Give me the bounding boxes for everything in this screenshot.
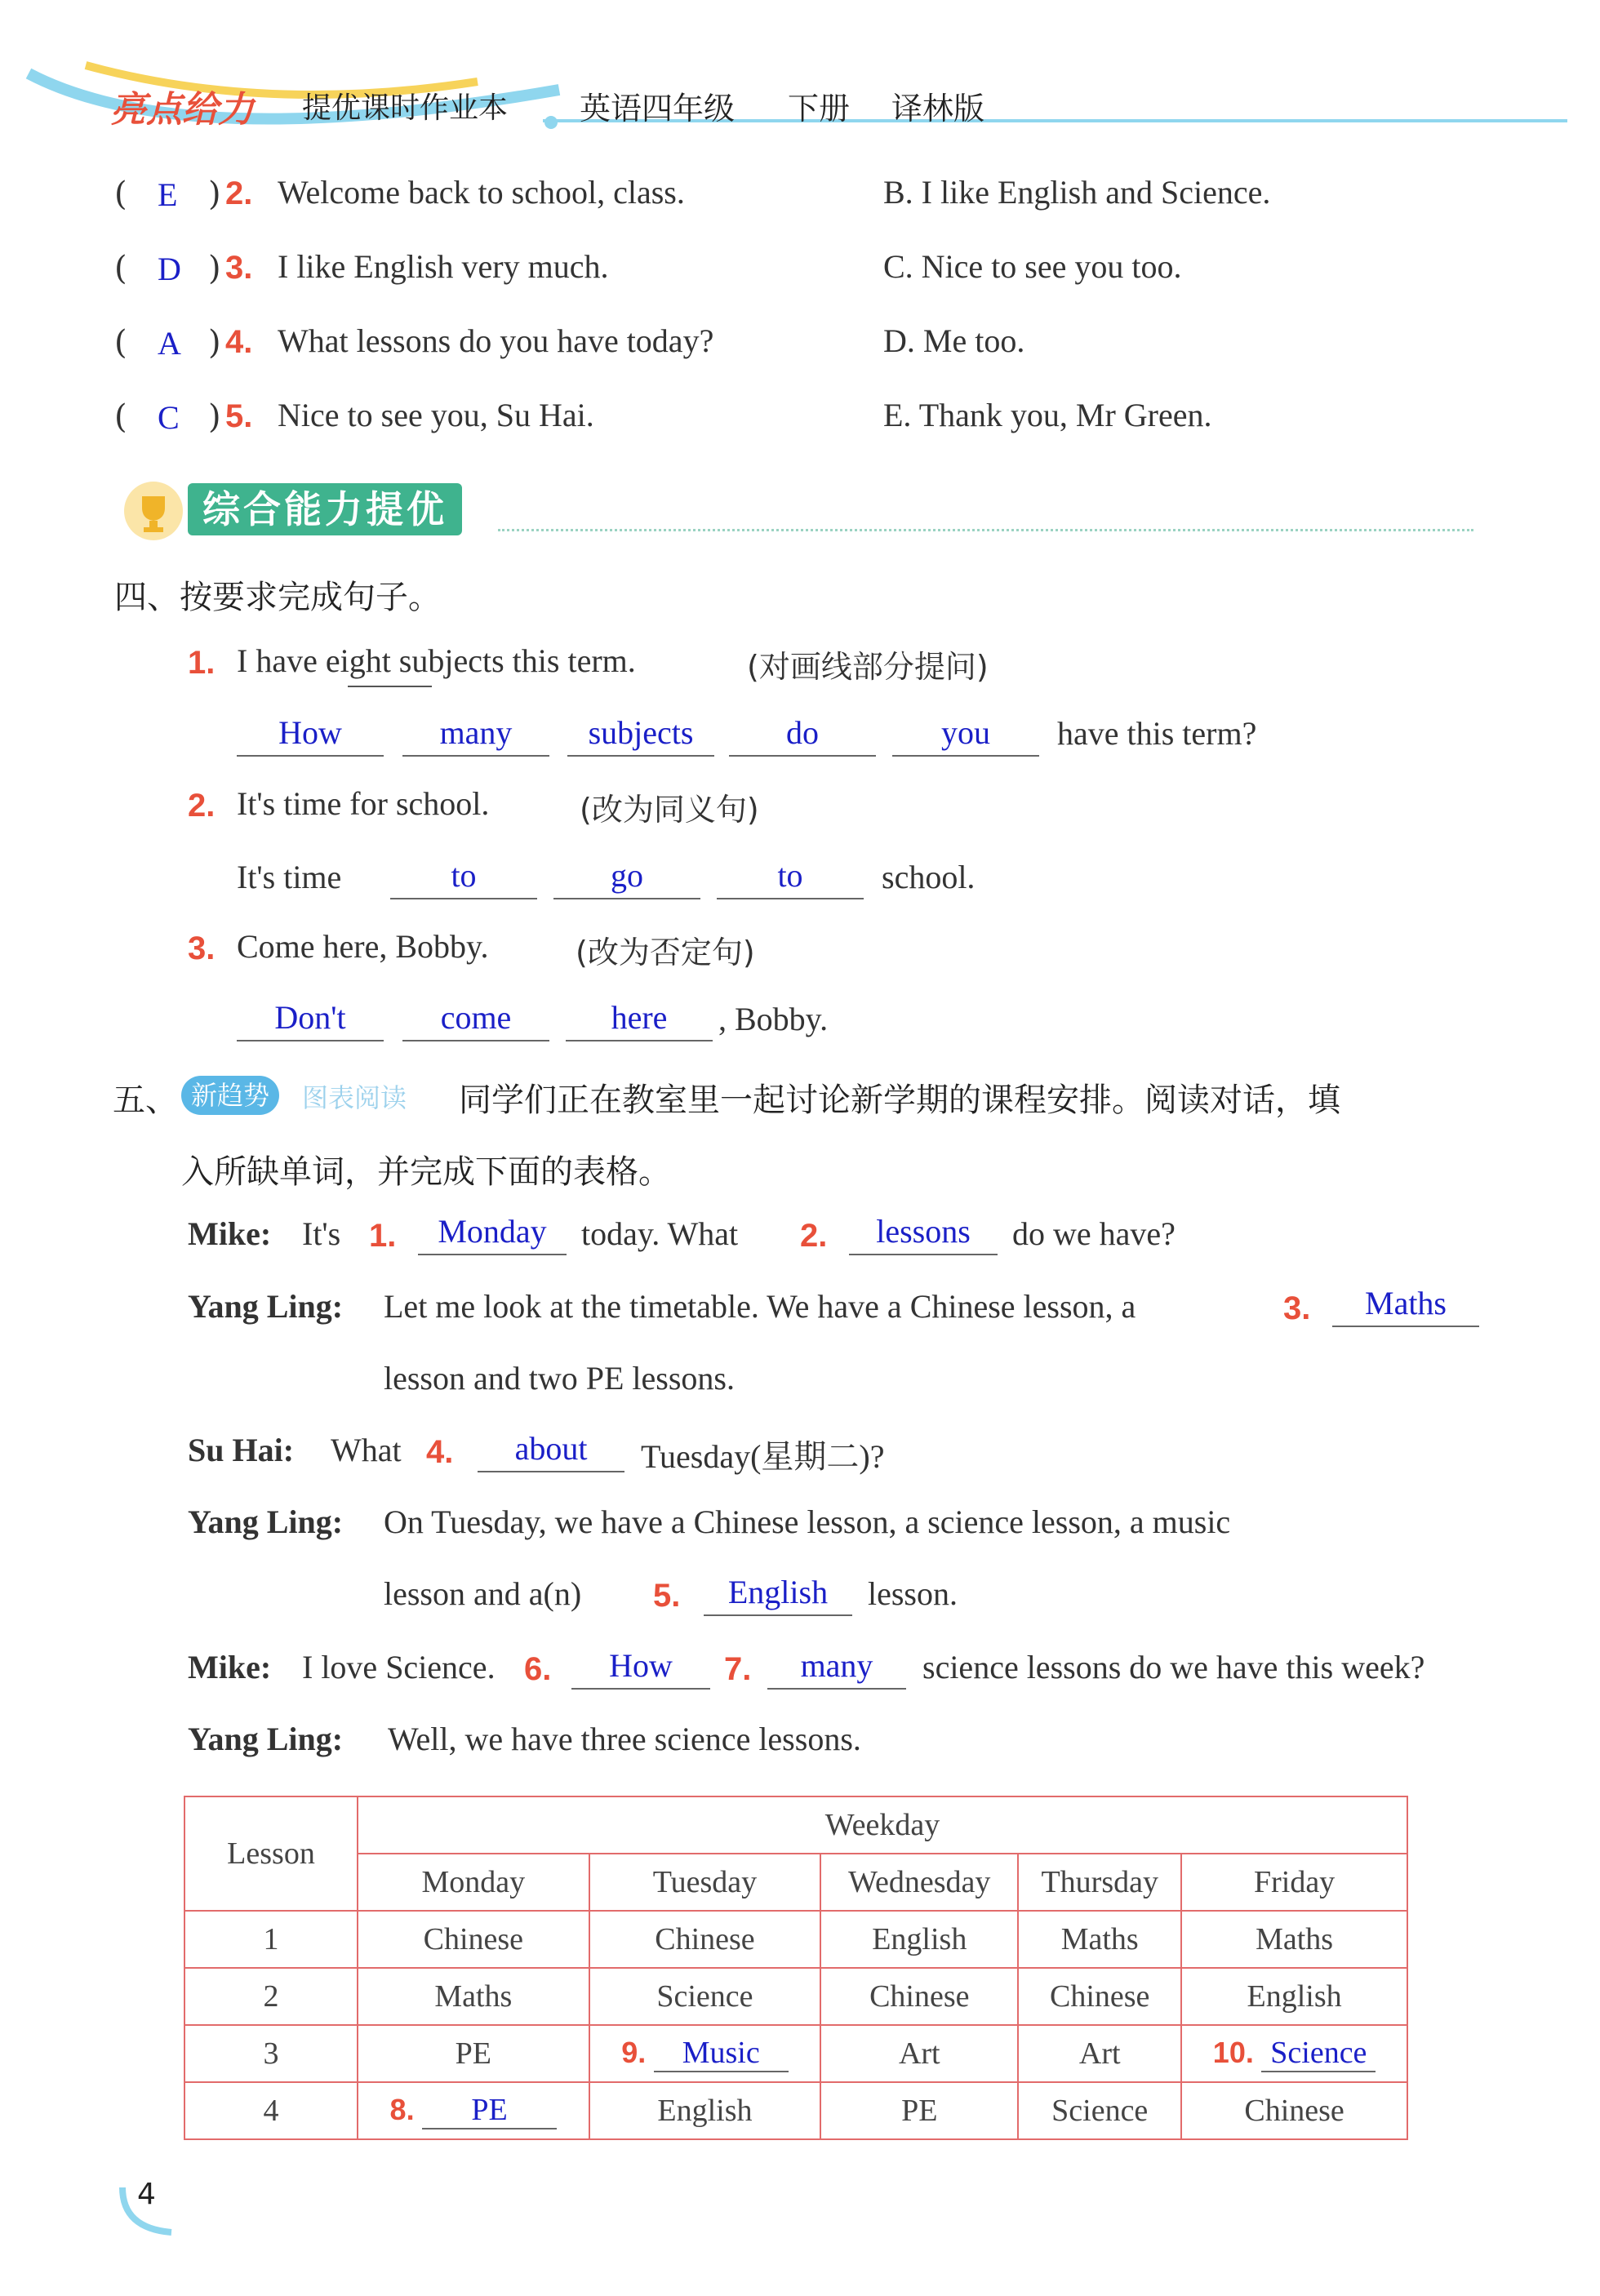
answer-blank[interactable]: go (553, 857, 700, 899)
table-row (184, 2082, 1407, 2139)
question-number: 1. (369, 1218, 397, 1254)
question-number: 4. (426, 1434, 454, 1470)
question-number: 1. (188, 645, 216, 681)
answer-blank[interactable]: PE (422, 2092, 557, 2129)
match-question: Welcome back to school, class. (278, 174, 685, 211)
match-question: I like English very much. (278, 248, 609, 285)
chart-reading-badge: 图表阅读 (302, 1082, 407, 1113)
dialogue-text: do we have? (1012, 1215, 1176, 1252)
dialogue-text: Tuesday(星期二)? (641, 1438, 885, 1475)
underline-mark (348, 686, 432, 687)
table-blank-cell (1181, 2025, 1407, 2082)
edition: 译林版 (891, 91, 985, 127)
dialogue-text: On Tuesday, we have a Chinese lesson, a science lesson, a music (384, 1503, 1231, 1540)
banner-title: 综合能力提优 (188, 483, 462, 535)
banner-divider (498, 529, 1473, 531)
answer-blank[interactable]: How (237, 714, 384, 757)
match-answer: C (158, 399, 180, 436)
day-header: Monday (358, 1854, 589, 1911)
table-cell: PE (820, 2082, 1018, 2139)
dialogue-text: today. What (581, 1215, 739, 1252)
trend-badge: 新趋势 (181, 1076, 279, 1115)
q1-text: I have eight subjects this term. (237, 642, 636, 679)
match-option: E. Thank you, Mr Green. (883, 397, 1212, 433)
match-answer: D (158, 251, 181, 287)
answer-blank[interactable]: How (571, 1647, 710, 1690)
day-header: Thursday (1018, 1854, 1181, 1911)
match-option: C. Nice to see you too. (883, 248, 1182, 285)
table-cell: Chinese (820, 1968, 1018, 2025)
match-option: B. I like English and Science. (883, 174, 1271, 211)
table-row (184, 2025, 1407, 2082)
question-number: 2. (800, 1218, 828, 1254)
table-cell: Maths (358, 1968, 589, 2025)
answer-blank[interactable]: many (402, 714, 549, 757)
question-number: 3. (188, 930, 216, 966)
lesson-number: 1 (184, 1911, 358, 1968)
answer-blank[interactable]: Music (654, 2035, 789, 2072)
table-cell: Science (589, 1968, 821, 2025)
speaker-su-hai: Su Hai: (188, 1432, 295, 1468)
table-cell: English (1181, 1968, 1407, 2025)
answer-blank[interactable]: lessons (849, 1213, 998, 1255)
timetable (184, 1796, 1408, 2140)
answer-blank[interactable]: Monday (418, 1213, 567, 1255)
match-option: D. Me too. (883, 322, 1025, 359)
answer-blank[interactable]: to (390, 857, 537, 899)
answer-blank[interactable]: here (566, 999, 713, 1041)
table-blank-cell (589, 2025, 821, 2082)
lesson-number: 2 (184, 1968, 358, 2025)
subject: 英语四年级 (580, 91, 736, 127)
q3-tail: , Bobby. (718, 1001, 829, 1037)
table-cell: Science (1018, 2082, 1181, 2139)
answer-blank[interactable]: Don't (237, 999, 384, 1041)
table-cell: Chinese (358, 1911, 589, 1968)
question-number: 3. (1283, 1290, 1311, 1326)
dialogue-text: Well, we have three science lessons. (388, 1721, 861, 1757)
question-number: 8. (389, 2093, 415, 2126)
match-answer: E (158, 176, 178, 213)
table-cell: Chinese (1018, 1968, 1181, 2025)
table-row (184, 1968, 1407, 2025)
brand-logo-text: 亮点给力 (110, 89, 254, 131)
question-number: 7. (724, 1651, 752, 1687)
table-cell: Art (1018, 2025, 1181, 2082)
speaker-yang-ling: Yang Ling: (188, 1721, 344, 1757)
question-number: 3. (225, 250, 253, 286)
q1-tail: have this term? (1057, 715, 1257, 752)
table-cell: English (820, 1911, 1018, 1968)
day-header: Wednesday (820, 1854, 1018, 1911)
answer-blank[interactable]: many (767, 1647, 906, 1690)
section-4-title: 四、按要求完成句子。 (114, 579, 441, 616)
dialogue-text: What (331, 1432, 402, 1468)
q3-note: (改为否定句) (576, 935, 755, 970)
table-cell: Maths (1181, 1911, 1407, 1968)
trophy-icon (124, 482, 183, 540)
speaker-mike: Mike: (188, 1215, 272, 1252)
match-question: Nice to see you, Su Hai. (278, 397, 594, 433)
answer-blank[interactable]: do (729, 714, 876, 757)
match-answer: A (158, 325, 181, 362)
q2-note: (改为同义句) (580, 792, 759, 828)
table-cell: PE (358, 2025, 589, 2082)
match-question: What lessons do you have today? (278, 322, 714, 359)
table-cell: Art (820, 2025, 1018, 2082)
page-number: 4 (137, 2178, 156, 2211)
table-blank-cell (358, 2082, 589, 2139)
dialogue-text: It's (302, 1215, 341, 1252)
question-number: 5. (225, 398, 253, 434)
question-number: 10. (1212, 2036, 1254, 2069)
weekday-header: Weekday (358, 1796, 1407, 1854)
speaker-yang-ling: Yang Ling: (188, 1503, 344, 1540)
q2-tail: school. (882, 859, 976, 895)
table-cell: Chinese (589, 1911, 821, 1968)
answer-blank[interactable]: English (704, 1574, 852, 1616)
q2-lead: It's time (237, 859, 342, 895)
section-5-label: 五、 (113, 1081, 178, 1119)
dialogue-text: lesson. (868, 1575, 958, 1612)
question-number: 4. (225, 324, 253, 360)
q2-text: It's time for school. (237, 785, 490, 822)
question-number: 9. (621, 2036, 647, 2069)
answer-blank[interactable]: subjects (567, 714, 714, 757)
answer-blank[interactable]: to (717, 857, 864, 899)
lesson-number: 4 (184, 2082, 358, 2139)
dialogue-text: Let me look at the timetable. We have a Chinese lesson, a (384, 1288, 1136, 1325)
answer-blank[interactable]: Science (1261, 2035, 1376, 2072)
answer-blank[interactable]: come (402, 999, 549, 1041)
question-number: 6. (524, 1651, 552, 1687)
table-cell: Maths (1018, 1911, 1181, 1968)
lesson-header: Lesson (184, 1796, 358, 1911)
table-row (184, 1911, 1407, 1968)
speaker-mike: Mike: (188, 1649, 272, 1685)
volume: 下册 (788, 91, 851, 127)
table-cell: English (589, 2082, 821, 2139)
section-5-instruction-2: 入所缺单词，并完成下面的表格。 (181, 1153, 671, 1191)
section-5-instruction: 同学们正在教室里一起讨论新学期的课程安排。阅读对话，填 (459, 1081, 1340, 1119)
dialogue-text: science lessons do we have this week? (922, 1649, 1425, 1685)
answer-blank[interactable]: about (478, 1430, 624, 1472)
day-header: Tuesday (589, 1854, 821, 1911)
q1-note: (对画线部分提问) (747, 649, 989, 685)
answer-blank[interactable]: Maths (1332, 1285, 1479, 1327)
dialogue-text: I love Science. (302, 1649, 496, 1685)
question-number: 2. (225, 175, 253, 211)
q3-text: Come here, Bobby. (237, 928, 489, 965)
book-title: 提优课时作业本 (302, 91, 509, 125)
answer-blank[interactable]: you (892, 714, 1039, 757)
dialogue-text: lesson and a(n) (384, 1575, 582, 1612)
dialogue-text: lesson and two PE lessons. (384, 1360, 735, 1397)
day-header: Friday (1181, 1854, 1407, 1911)
lesson-number: 3 (184, 2025, 358, 2082)
table-cell: Chinese (1181, 2082, 1407, 2139)
question-number: 5. (653, 1578, 681, 1614)
question-number: 2. (188, 788, 216, 824)
speaker-yang-ling: Yang Ling: (188, 1288, 344, 1325)
